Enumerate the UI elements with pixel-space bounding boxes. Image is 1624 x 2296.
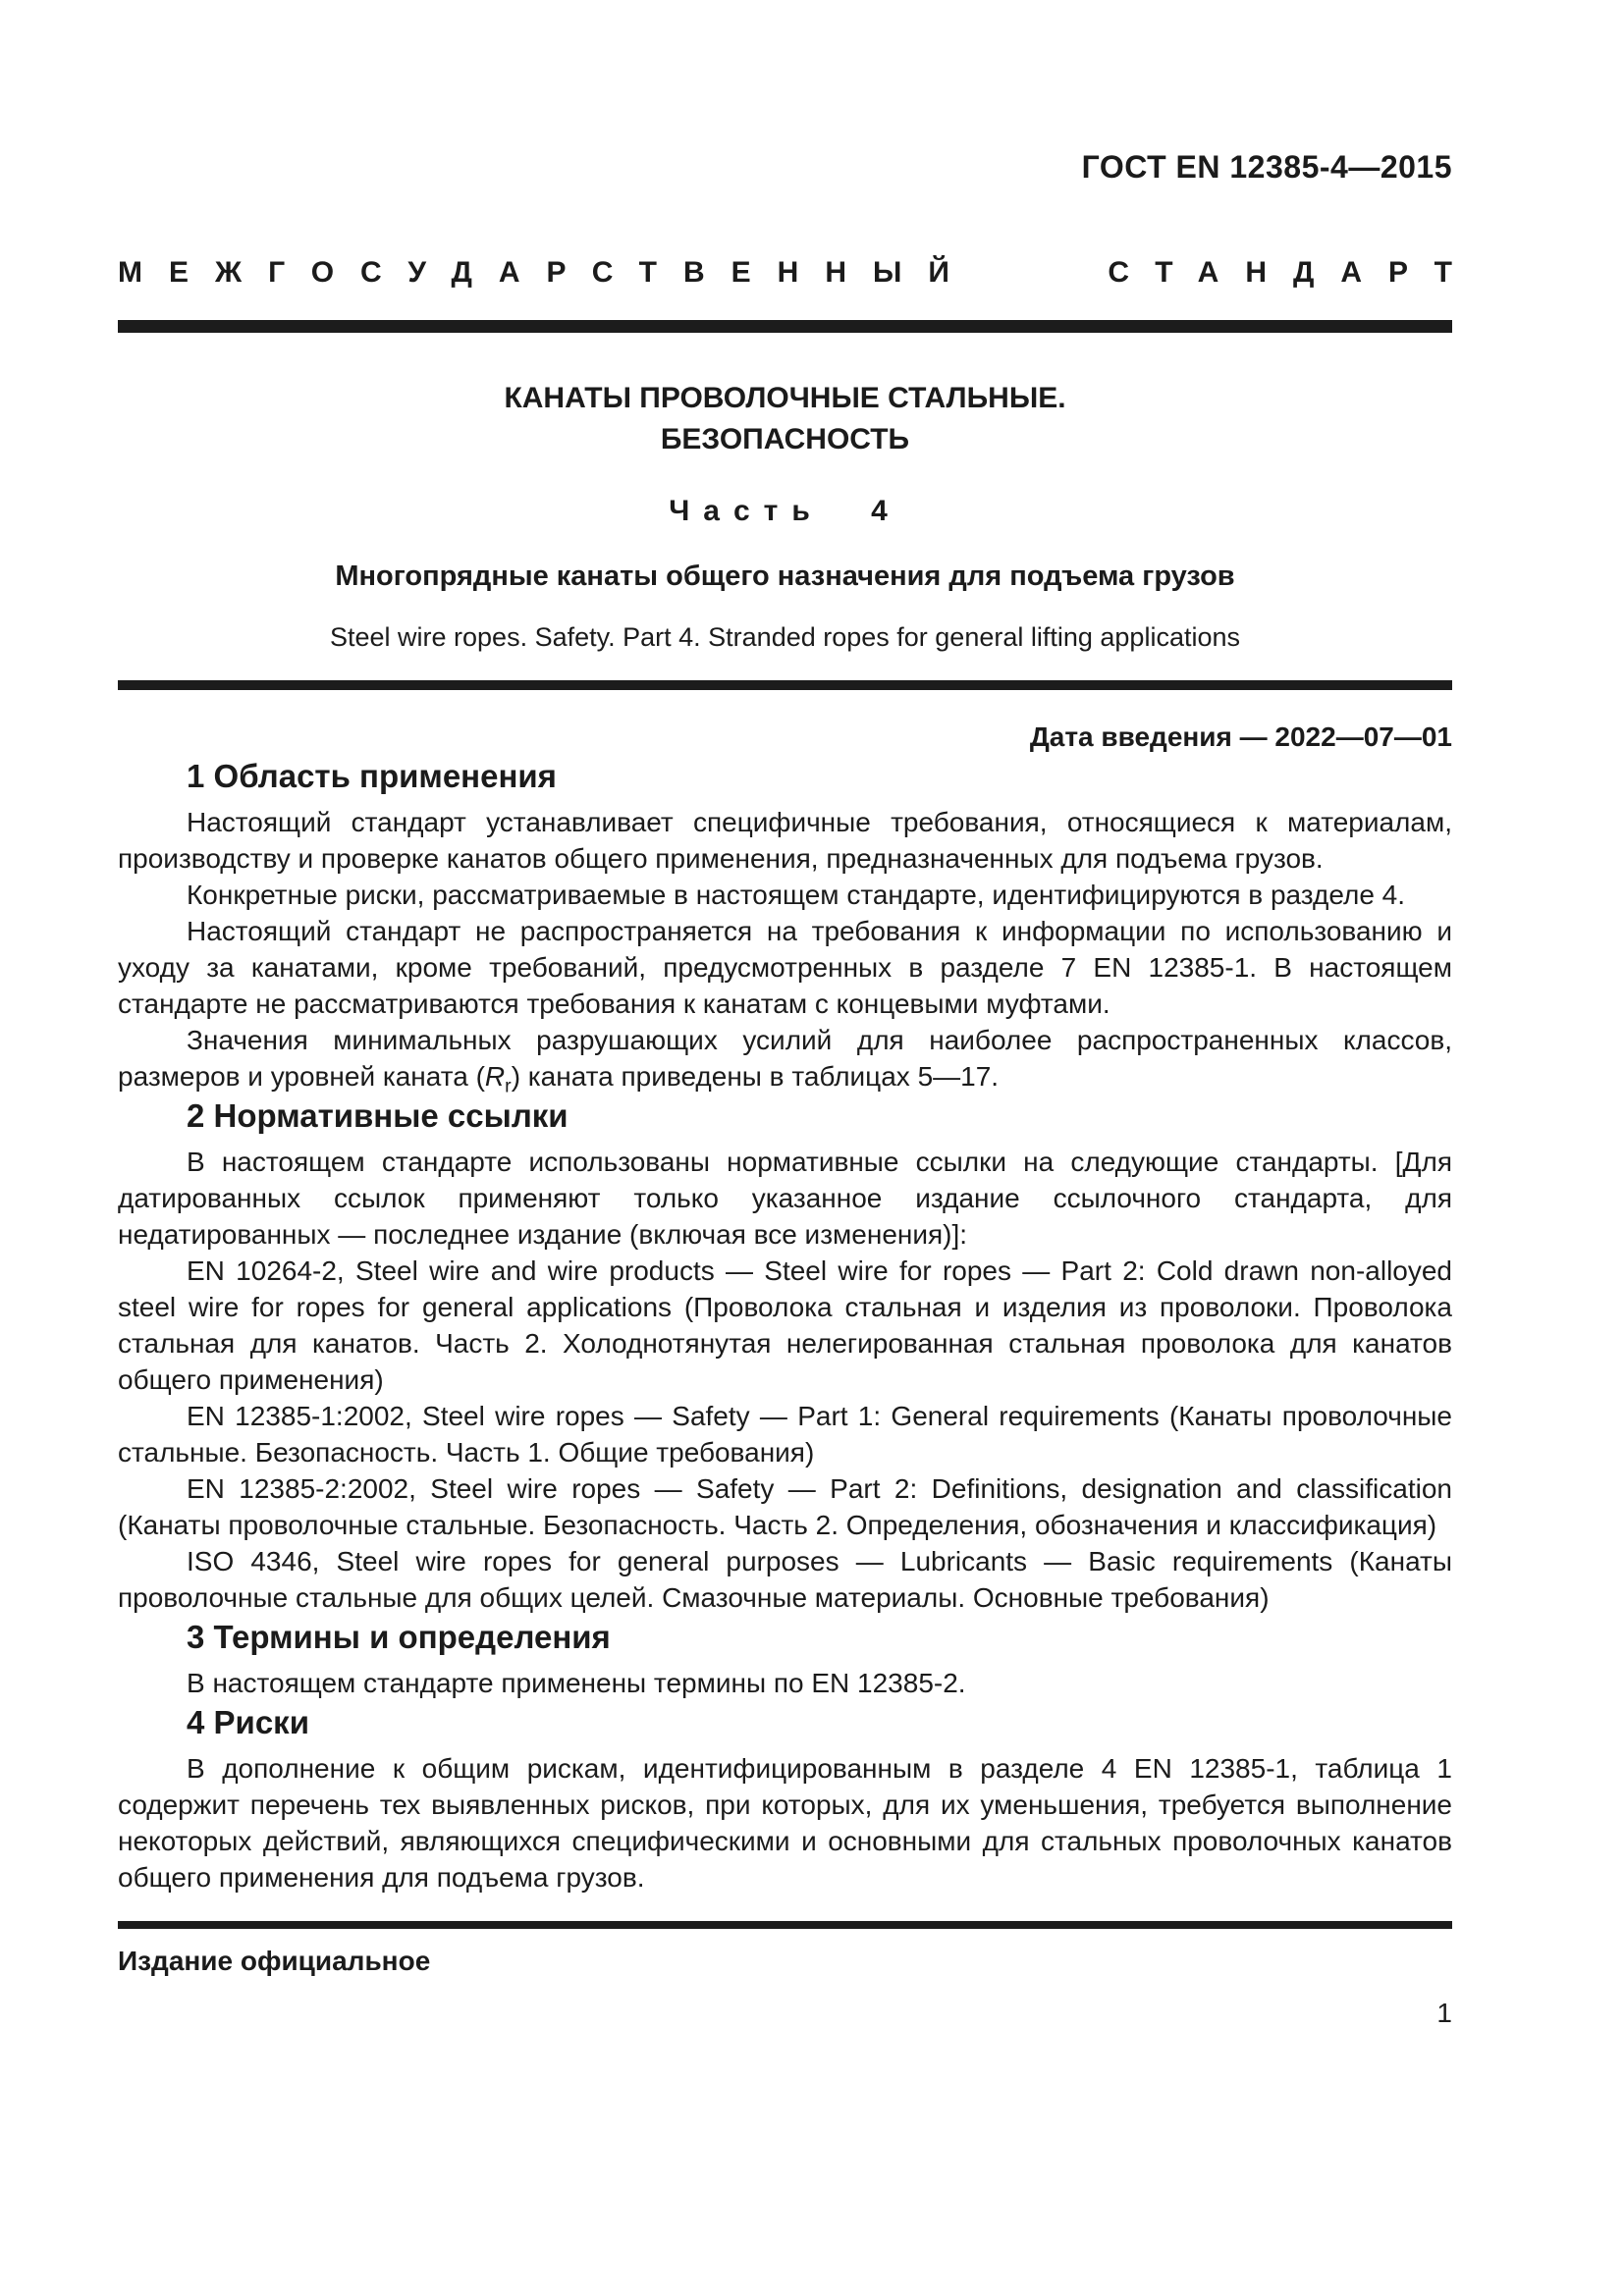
footer-rule bbox=[118, 1921, 1452, 1929]
reference-item-1: EN 10264-2, Steel wire and wire products — Steel wire for ropes — Part 2: Cold drawn non-alloyed steel wire for ropes for general applications (Проволока стальная и изделия из проволоки. Проволока стальная для канатов. Часть 2. Холоднотянутая нелегированная стальная проволока для канатов общего применения) bbox=[118, 1255, 1452, 1395]
section-1-heading: 1 Область применения bbox=[187, 758, 557, 794]
section-3-heading: 3 Термины и определения bbox=[187, 1619, 611, 1655]
doc-title-part: Часть 4 bbox=[669, 495, 901, 527]
effective-date: Дата введения — 2022—07—01 bbox=[1029, 721, 1452, 752]
section-2-intro: В настоящем стандарте использованы нормативные ссылки на следующие стандарты. [Для датированных ссылок применяют только указанное издание ссылочного стандарта, для недатированных — последнее издание (включая все изменения)]: bbox=[118, 1147, 1452, 1250]
page-number: 1 bbox=[1436, 1998, 1452, 2028]
section-3-body bbox=[118, 1665, 1452, 1701]
section-1-body bbox=[118, 804, 1452, 1095]
reference-item-4: ISO 4346, Steel wire ropes for general purposes — Lubricants — Basic requirements (Канаты проволочные стальные для общих целей. Смазочные материалы. Основные требования) bbox=[118, 1546, 1452, 1613]
symbol-R-subscript: r bbox=[505, 1075, 512, 1097]
section-1-paragraph-1: Настоящий стандарт устанавливает специфичные требования, относящиеся к материалам, производству и проверке канатов общего применения, предназначенных для подъема грузов. bbox=[118, 807, 1452, 874]
standard-type-line bbox=[118, 253, 1479, 293]
reference-item-2: EN 12385-1:2002, Steel wire ropes — Safety — Part 1: General requirements (Канаты проволочные стальные. Безопасность. Часть 1. Общие требования) bbox=[118, 1401, 1452, 1468]
section-2-heading: 2 Нормативные ссылки bbox=[187, 1097, 568, 1134]
doc-code: ГОСТ EN 12385-4—2015 bbox=[1081, 149, 1452, 185]
title-rule bbox=[118, 680, 1452, 690]
section-3-paragraph-1: В настоящем стандарте применены термины по EN 12385-2. bbox=[187, 1668, 966, 1698]
section-1-paragraph-2: Конкретные риски, рассматриваемые в настоящем стандарте, идентифицируются в разделе 4. bbox=[187, 880, 1406, 910]
section-2-body bbox=[118, 1144, 1452, 1616]
standard-type-word-2: СТАНДАРТ bbox=[1108, 256, 1479, 289]
section-4-heading: 4 Риски bbox=[187, 1704, 309, 1740]
edition-note: Издание официальное bbox=[118, 1946, 431, 1976]
doc-subtitle-ru: Многопрядные канаты общего назначения для подъема грузов bbox=[335, 561, 1235, 592]
reference-item-3: EN 12385-2:2002, Steel wire ropes — Safety — Part 2: Definitions, designation and classification (Канаты проволочные стальные. Безопасность. Часть 2. Определения, обозначения и классификация) bbox=[118, 1473, 1452, 1540]
header-rule bbox=[118, 320, 1452, 333]
doc-title-line-1: КАНАТЫ ПРОВОЛОЧНЫЕ СТАЛЬНЫЕ. bbox=[504, 382, 1066, 414]
section-1-paragraph-4-post: ) каната приведены в таблицах 5—17. bbox=[511, 1061, 1000, 1092]
doc-subtitle-en: Steel wire ropes. Safety. Part 4. Stranded ropes for general lifting applications bbox=[329, 622, 1240, 652]
section-1-paragraph-4-pre: Значения минимальных разрушающих усилий для наиболее распространенных классов, размеров и уровней каната ( bbox=[118, 1025, 1452, 1092]
symbol-R: R bbox=[484, 1061, 506, 1092]
section-1-paragraph-4 bbox=[118, 1022, 1452, 1095]
doc-title-line-2: БЕЗОПАСНОСТЬ bbox=[660, 423, 910, 455]
section-1-paragraph-3: Настоящий стандарт не распространяется на требования к информации по использованию и уходу за канатами, кроме требований, предусмотренных в разделе 7 EN 12385-1. В настоящем стандарте не рассматриваются требования к канатам с концевыми муфтами. bbox=[118, 916, 1452, 1019]
standard-type-word-1: МЕЖГОСУДАРСТВЕННЫЙ bbox=[118, 256, 976, 289]
section-4-body bbox=[118, 1750, 1452, 1896]
doc-title-ru bbox=[118, 378, 1452, 460]
section-4-paragraph-1: В дополнение к общим рискам, идентифицированным в разделе 4 EN 12385-1, таблица 1 содержит перечень тех выявленных рисков, при которых, для их уменьшения, требуется выполнение некоторых действий, являющихся специфическими и основными для стальных проволочных канатов общего применения для подъема грузов. bbox=[118, 1753, 1452, 1893]
